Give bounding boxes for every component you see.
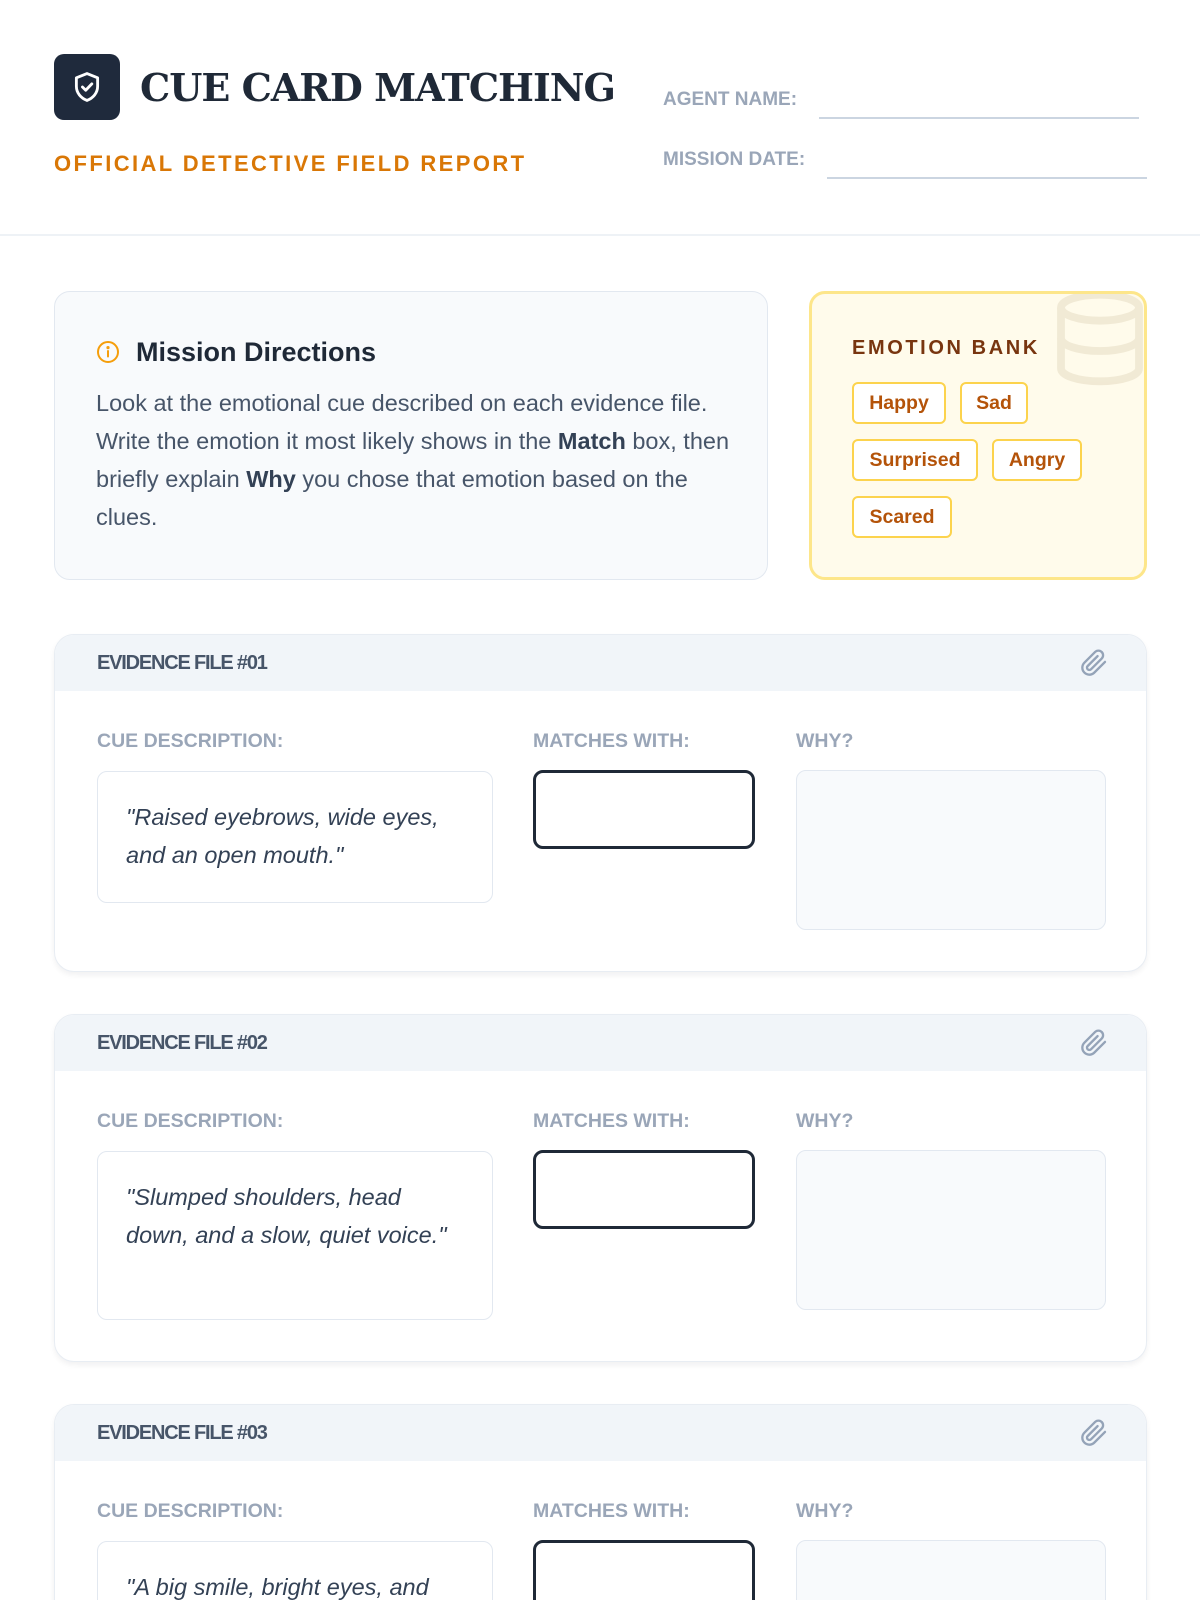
emotion-bank-panel [809, 291, 1147, 580]
emotion-chip-surprised: Surprised [852, 439, 978, 481]
cue-description-text: "A big smile, bright eyes, and [126, 1574, 429, 1600]
match-answer-box[interactable] [533, 1540, 755, 1600]
evidence-file-label: EVIDENCE FILE #02 [97, 1032, 267, 1054]
directions-title: Mission Directions [136, 337, 377, 367]
mission-date-label: MISSION DATE: [663, 149, 806, 170]
why-answer-box[interactable] [796, 1540, 1106, 1600]
paperclip-icon [1080, 1029, 1108, 1057]
evidence-card-03 [54, 1404, 1147, 1600]
emotion-chip-scared: Scared [852, 496, 952, 538]
emotion-chip-happy: Happy [852, 382, 946, 424]
cue-description-box [97, 1151, 493, 1320]
directions-text: Look at the emotional cue described on each evidence file. Write the emotion it most likely shows in the Match box, then briefly explain Why you chose that emotion based on the clues. [96, 390, 730, 530]
page-subtitle: OFFICIAL DETECTIVE FIELD REPORT [54, 151, 527, 176]
why-answer-box[interactable] [796, 1150, 1106, 1310]
match-answer-box[interactable] [533, 1150, 755, 1229]
paperclip-icon [1080, 649, 1108, 677]
evidence-card-01 [54, 634, 1147, 972]
match-answer-box[interactable] [533, 770, 755, 849]
evidence-card-header [55, 1015, 1146, 1071]
report-header [0, 0, 1200, 236]
matches-with-label: MATCHES WITH: [533, 1110, 690, 1132]
page-title: CUE CARD MATCHING [140, 65, 615, 110]
brand-badge [54, 54, 120, 120]
cue-description-label: CUE DESCRIPTION: [97, 1500, 284, 1522]
why-label: WHY? [796, 1500, 854, 1522]
emotion-bank-title: EMOTION BANK [852, 337, 1040, 359]
matches-with-label: MATCHES WITH: [533, 730, 690, 752]
agent-name-label: AGENT NAME: [663, 89, 798, 110]
why-answer-box[interactable] [796, 770, 1106, 930]
paperclip-icon [1080, 1419, 1108, 1447]
cue-description-box [97, 771, 493, 903]
info-circle-icon [96, 340, 120, 364]
shield-check-icon [70, 70, 104, 104]
emotion-chip-sad: Sad [960, 382, 1028, 424]
matches-with-label: MATCHES WITH: [533, 1500, 690, 1522]
evidence-file-label: EVIDENCE FILE #03 [97, 1422, 267, 1444]
cue-description-label: CUE DESCRIPTION: [97, 1110, 284, 1132]
cue-description-box [97, 1541, 493, 1600]
cue-description-label: CUE DESCRIPTION: [97, 730, 284, 752]
evidence-card-header [55, 1405, 1146, 1461]
emotion-chip-angry: Angry [992, 439, 1082, 481]
evidence-card-02 [54, 1014, 1147, 1362]
why-label: WHY? [796, 1110, 854, 1132]
evidence-file-label: EVIDENCE FILE #01 [97, 652, 267, 674]
mission-date-field[interactable] [827, 177, 1147, 179]
cue-description-text: "Raised eyebrows, wide eyes, and an open mouth." [126, 804, 439, 868]
evidence-card-header [55, 635, 1146, 691]
agent-name-field[interactable] [819, 117, 1139, 119]
why-label: WHY? [796, 730, 854, 752]
why-keyword: Why [246, 466, 296, 492]
cue-description-text: "Slumped shoulders, head down, and a slow, quiet voice." [126, 1184, 447, 1248]
match-keyword: Match [557, 428, 626, 454]
database-icon [1048, 291, 1147, 390]
